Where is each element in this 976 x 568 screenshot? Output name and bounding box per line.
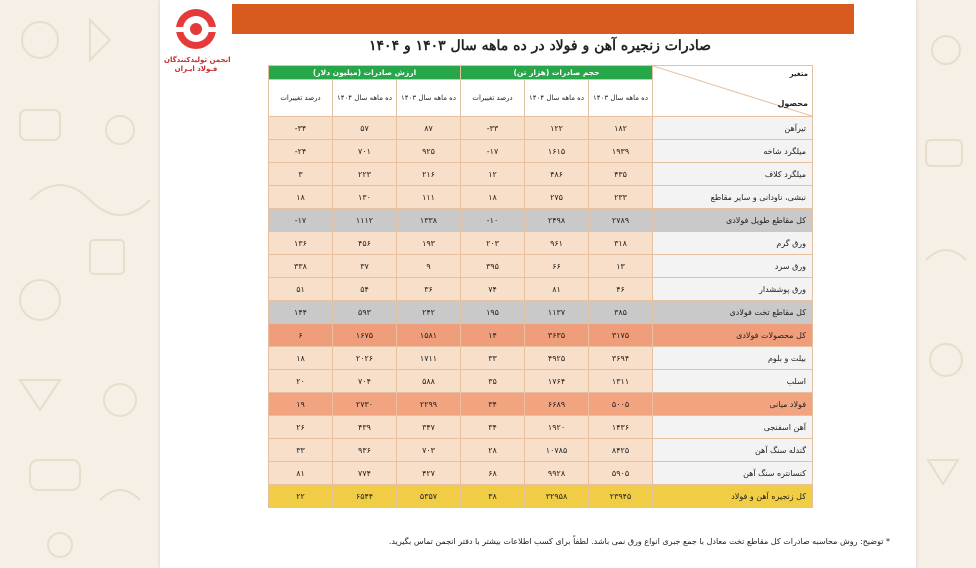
infographic-card	[160, 0, 916, 568]
value-1404-header: ده ماهه سال ۱۴۰۴	[333, 80, 397, 117]
value-pct-cell: ۳۳۸	[269, 255, 333, 278]
table-row	[269, 232, 813, 255]
table-row	[269, 301, 813, 324]
volume-1404-header: ده ماهه سال ۱۴۰۴	[525, 80, 589, 117]
value-1403-cell: ۲۴۲	[397, 301, 461, 324]
corner-product-label: محصول	[777, 99, 809, 108]
table-row	[269, 347, 813, 370]
value-1403-cell: ۵۸۸	[397, 370, 461, 393]
table-row	[269, 439, 813, 462]
volume-1404-cell: ۱۶۱۵	[525, 140, 589, 163]
product-name-cell: تیرآهن	[653, 117, 813, 140]
value-1403-cell: ۹۲۵	[397, 140, 461, 163]
header-bar	[232, 4, 854, 34]
volume-pct-cell: ۶۸	[461, 462, 525, 485]
volume-1403-cell: ۴۶	[589, 278, 653, 301]
table-row	[269, 140, 813, 163]
product-name-cell: میلگرد کلاف	[653, 163, 813, 186]
value-1404-cell: ۱۳۰	[333, 186, 397, 209]
corner-variable-label: متغیر	[789, 70, 809, 78]
value-1404-cell: ۷۰۱	[333, 140, 397, 163]
value-pct-cell: ۳۳	[269, 439, 333, 462]
value-1403-cell: ۸۷	[397, 117, 461, 140]
product-name-cell: کل مقاطع طویل فولادی	[653, 209, 813, 232]
table-row	[269, 186, 813, 209]
value-1404-cell: ۵۹۳	[333, 301, 397, 324]
volume-1404-cell: ۳۲۹۵۸	[525, 485, 589, 508]
table-row	[269, 117, 813, 140]
value-pct-cell: ۸۱	[269, 462, 333, 485]
volume-pct-cell: -۱۷	[461, 140, 525, 163]
volume-1404-cell: ۱۰۷۸۵	[525, 439, 589, 462]
product-name-cell: گندله سنگ آهن	[653, 439, 813, 462]
volume-1404-cell: ۹۶۱	[525, 232, 589, 255]
product-name-cell: کل محصولات فولادی	[653, 324, 813, 347]
value-1404-cell: ۱۱۱۲	[333, 209, 397, 232]
volume-pct-cell: ۲۸	[461, 439, 525, 462]
value-1403-cell: ۹	[397, 255, 461, 278]
product-name-cell: اسلب	[653, 370, 813, 393]
volume-1404-cell: ۱۱۳۷	[525, 301, 589, 324]
table-row	[269, 416, 813, 439]
value-1404-cell: ۷۷۴	[333, 462, 397, 485]
volume-1404-cell: ۸۱	[525, 278, 589, 301]
logo-text-1: انجمن تولیدکنندگان	[164, 56, 231, 64]
value-pct-cell: -۳۴	[269, 117, 333, 140]
volume-pct-cell: ۳۴	[461, 416, 525, 439]
volume-group-header: حجم صادرات (هزار تن)	[461, 66, 653, 80]
value-1404-cell: ۴۳۹	[333, 416, 397, 439]
table-body	[269, 117, 813, 508]
page-title: صادرات زنجیره آهن و فولاد در ده ماهه سال ۱۴۰۳ و ۱۴۰۴	[369, 38, 711, 54]
value-pct-cell: ۲۰	[269, 370, 333, 393]
volume-pct-cell: -۱۰	[461, 209, 525, 232]
value-1404-cell: ۵۴	[333, 278, 397, 301]
table-row	[269, 278, 813, 301]
logo-emblem-icon	[167, 6, 225, 52]
product-name-cell: ورق گرم	[653, 232, 813, 255]
volume-1403-cell: ۳۱۷۵	[589, 324, 653, 347]
value-1404-cell: ۲۰۲۶	[333, 347, 397, 370]
product-name-cell: فولاد میانی	[653, 393, 813, 416]
value-1404-cell: ۶۵۴۴	[333, 485, 397, 508]
volume-1403-cell: ۳۱۸	[589, 232, 653, 255]
volume-pct-cell: ۷۴	[461, 278, 525, 301]
volume-1403-header: ده ماهه سال ۱۴۰۳	[589, 80, 653, 117]
value-1403-cell: ۷۰۳	[397, 439, 461, 462]
value-1403-cell: ۱۵۸۱	[397, 324, 461, 347]
volume-1404-cell: ۲۷۵	[525, 186, 589, 209]
value-1403-header: ده ماهه سال ۱۴۰۳	[397, 80, 461, 117]
value-pct-cell: ۱۴۴	[269, 301, 333, 324]
product-name-cell: ورق پوششدار	[653, 278, 813, 301]
volume-1403-cell: ۳۸۵	[589, 301, 653, 324]
value-1403-cell: ۱۹۳	[397, 232, 461, 255]
value-pct-cell: -۲۴	[269, 140, 333, 163]
volume-1403-cell: ۱۸۲	[589, 117, 653, 140]
logo-text-2: فـولاد ایـران	[174, 65, 218, 73]
volume-1403-cell: ۵۹۰۵	[589, 462, 653, 485]
volume-1403-cell: ۱۹۳۹	[589, 140, 653, 163]
value-1404-cell: ۴۵۶	[333, 232, 397, 255]
volume-pct-cell: ۱۸	[461, 186, 525, 209]
volume-1404-cell: ۳۶۳۵	[525, 324, 589, 347]
value-pct-cell: ۱۸	[269, 186, 333, 209]
export-table	[268, 65, 813, 508]
value-pct-cell: ۵۱	[269, 278, 333, 301]
table-row	[269, 370, 813, 393]
value-1403-cell: ۳۶	[397, 278, 461, 301]
association-logo	[164, 6, 231, 76]
volume-1404-cell: ۹۹۲۸	[525, 462, 589, 485]
volume-1403-cell: ۱۳	[589, 255, 653, 278]
value-1404-cell: ۵۷	[333, 117, 397, 140]
value-pct-cell: ۱۸	[269, 347, 333, 370]
value-pct-cell: ۶	[269, 324, 333, 347]
value-1404-cell: ۳۷	[333, 255, 397, 278]
volume-pct-cell: ۱۲	[461, 163, 525, 186]
volume-1404-cell: ۱۷۶۴	[525, 370, 589, 393]
value-1403-cell: ۵۳۵۷	[397, 485, 461, 508]
product-name-cell: نبشی، ناودانی و سایر مقاطع	[653, 186, 813, 209]
table-row	[269, 209, 813, 232]
volume-1403-cell: ۸۴۲۵	[589, 439, 653, 462]
volume-pct-header: درصد تغییرات	[461, 80, 525, 117]
volume-pct-cell: ۳۵	[461, 370, 525, 393]
value-group-header: ارزش صادرات (میلیون دلار)	[269, 66, 461, 80]
value-1404-cell: ۲۲۳	[333, 163, 397, 186]
value-pct-cell: ۲۶	[269, 416, 333, 439]
volume-1403-cell: ۳۶۹۴	[589, 347, 653, 370]
volume-1403-cell: ۲۷۸۹	[589, 209, 653, 232]
value-pct-cell: -۱۷	[269, 209, 333, 232]
value-1404-cell: ۲۷۳۰	[333, 393, 397, 416]
volume-1404-cell: ۶۶	[525, 255, 589, 278]
volume-1404-cell: ۱۹۲۰	[525, 416, 589, 439]
volume-1403-cell: ۱۴۳۶	[589, 416, 653, 439]
volume-pct-cell: ۳۸	[461, 485, 525, 508]
product-name-cell: کنسانتره سنگ آهن	[653, 462, 813, 485]
value-pct-cell: ۲۲	[269, 485, 333, 508]
product-name-cell: آهن اسفنجی	[653, 416, 813, 439]
table-row	[269, 485, 813, 508]
value-1403-cell: ۲۲۹۹	[397, 393, 461, 416]
volume-pct-cell: ۳۴	[461, 393, 525, 416]
volume-pct-cell: ۳۳	[461, 347, 525, 370]
volume-1404-cell: ۴۹۲۵	[525, 347, 589, 370]
volume-1404-cell: ۴۸۶	[525, 163, 589, 186]
value-1404-cell: ۱۶۷۵	[333, 324, 397, 347]
product-name-cell: کل مقاطع تخت فولادی	[653, 301, 813, 324]
product-name-cell: ورق سرد	[653, 255, 813, 278]
value-1403-cell: ۱۳۳۸	[397, 209, 461, 232]
volume-1404-cell: ۱۲۲	[525, 117, 589, 140]
background-doodle-right	[916, 0, 976, 568]
value-pct-cell: ۱۳۶	[269, 232, 333, 255]
table-row	[269, 462, 813, 485]
volume-1403-cell: ۴۳۵	[589, 163, 653, 186]
footnote: * توضیح: روش محاسبه صادرات کل مقاطع تخت معادل با جمع جبری انواع ورق نمی باشد. لطفاً برای کسب اطلاعات بیشتر با دفتر انجمن تماس بگیرید.	[388, 537, 890, 546]
corner-header	[653, 66, 813, 117]
table-row	[269, 324, 813, 347]
product-name-cell: بیلت و بلوم	[653, 347, 813, 370]
background-doodle-left	[0, 0, 160, 568]
product-name-cell: میلگرد شاخه	[653, 140, 813, 163]
volume-pct-cell: ۱۴	[461, 324, 525, 347]
table-row	[269, 163, 813, 186]
value-1403-cell: ۳۴۷	[397, 416, 461, 439]
volume-1403-cell: ۱۳۱۱	[589, 370, 653, 393]
value-1403-cell: ۲۱۶	[397, 163, 461, 186]
value-1403-cell: ۱۱۱	[397, 186, 461, 209]
value-1403-cell: ۴۲۷	[397, 462, 461, 485]
volume-1403-cell: ۵۰۰۵	[589, 393, 653, 416]
volume-pct-cell: ۳۹۵	[461, 255, 525, 278]
value-pct-header: درصد تغییرات	[269, 80, 333, 117]
volume-1403-cell: ۲۳۳	[589, 186, 653, 209]
value-1404-cell: ۹۳۶	[333, 439, 397, 462]
volume-pct-cell: ۲۰۳	[461, 232, 525, 255]
value-pct-cell: ۱۹	[269, 393, 333, 416]
volume-1403-cell: ۲۳۹۴۵	[589, 485, 653, 508]
volume-1404-cell: ۶۶۸۹	[525, 393, 589, 416]
volume-pct-cell: -۳۳	[461, 117, 525, 140]
volume-1404-cell: ۲۴۹۸	[525, 209, 589, 232]
value-1403-cell: ۱۷۱۱	[397, 347, 461, 370]
value-1404-cell: ۷۰۴	[333, 370, 397, 393]
value-pct-cell: ۳	[269, 163, 333, 186]
product-name-cell: کل زنجیره آهن و فولاد	[653, 485, 813, 508]
volume-pct-cell: ۱۹۵	[461, 301, 525, 324]
table-row	[269, 393, 813, 416]
table-row	[269, 255, 813, 278]
